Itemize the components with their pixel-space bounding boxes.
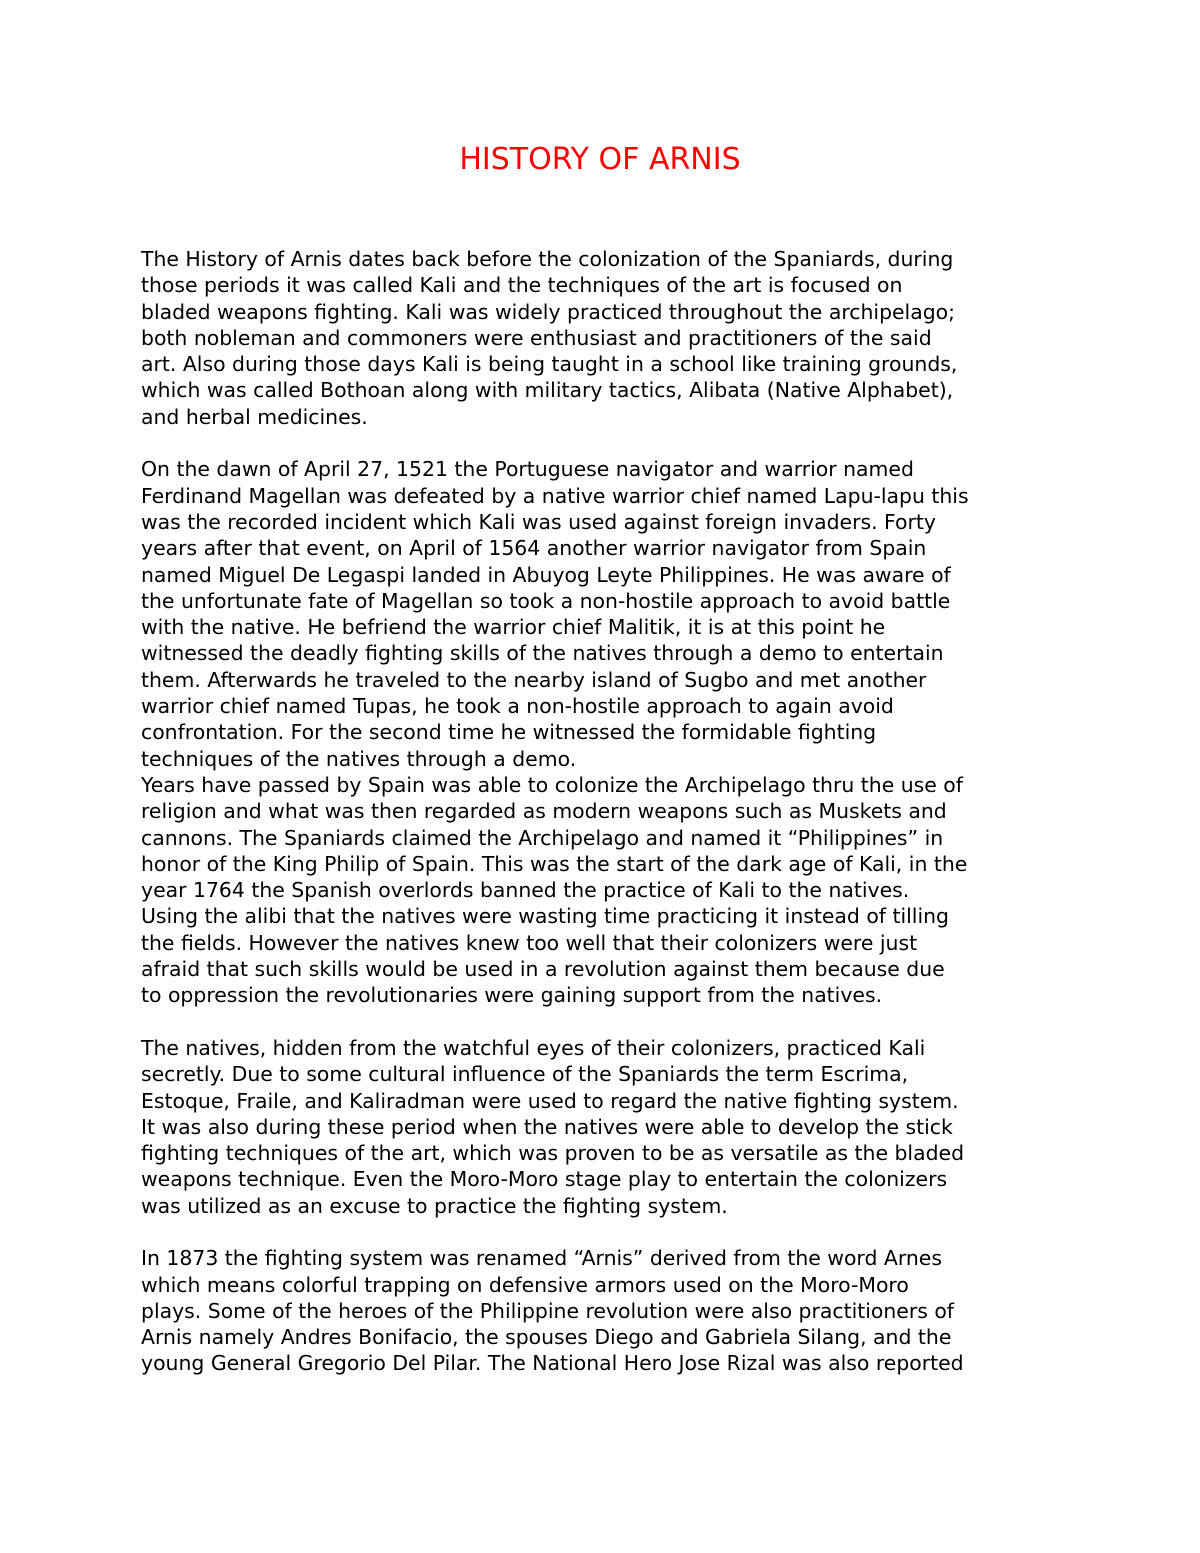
document-body <box>141 246 1071 1377</box>
page-title: HISTORY OF ARNIS <box>459 142 741 177</box>
text-line: It was also during these period when the natives were able to develop the stick <box>141 1114 953 1139</box>
text-line: weapons technique. Even the Moro-Moro stage play to entertain the colonizers <box>141 1167 948 1192</box>
text-line: years after that event, on April of 1564 another warrior navigator from Spain <box>141 536 927 561</box>
text-line: warrior chief named Tupas, he took a non-hostile approach to again avoid <box>141 694 894 719</box>
text-line: Ferdinand Magellan was defeated by a native warrior chief named Lapu-lapu this <box>141 483 969 508</box>
text-line: confrontation. For the second time he witnessed the formidable fighting <box>141 720 877 745</box>
text-line: which was called Bothoan along with military tactics, Alibata (Native Alphabet), <box>141 378 954 403</box>
text-line: both nobleman and commoners were enthusiast and practitioners of the said <box>141 325 932 350</box>
text-line: honor of the King Philip of Spain. This was the start of the dark age of Kali, in the <box>141 851 968 876</box>
text-line: was utilized as an excuse to practice the fighting system. <box>141 1193 728 1218</box>
text-line: the unfortunate fate of Magellan so took a non-hostile approach to avoid battle <box>141 588 951 613</box>
text-line: religion and what was then regarded as modern weapons such as Muskets and <box>141 799 947 824</box>
text-line: fighting techniques of the art, which was proven to be as versatile as the bladed <box>141 1141 965 1166</box>
text-line: The History of Arnis dates back before the colonization of the Spaniards, during <box>141 247 954 271</box>
text-line: was the recorded incident which Kali was used against foreign invaders. Forty <box>141 509 936 534</box>
text-line: On the dawn of April 27, 1521 the Portuguese navigator and warrior named <box>141 457 914 482</box>
text-line: afraid that such skills would be used in a revolution against them because due <box>141 957 945 982</box>
text-line: year 1764 the Spanish overlords banned the practice of Kali to the natives. <box>141 878 910 903</box>
text-line: the fields. However the natives knew too well that their colonizers were just <box>141 930 918 955</box>
text-line: which means colorful trapping on defensive armors used on the Moro-Moro <box>141 1272 909 1297</box>
paragraph-1 <box>141 246 1071 430</box>
text-line: with the native. He befriend the warrior chief Malitik, it is at this point he <box>141 615 886 640</box>
text-line: In 1873 the fighting system was renamed “Arnis” derived from the word Arnes <box>141 1246 942 1271</box>
text-line: Arnis namely Andres Bonifacio, the spouses Diego and Gabriela Silang, and the <box>141 1325 952 1350</box>
text-line: The natives, hidden from the watchful eyes of their colonizers, practiced Kali <box>141 1035 926 1060</box>
text-line: Years have passed by Spain was able to colonize the Archipelago thru the use of <box>141 772 963 797</box>
paragraph-5 <box>141 1245 1071 1376</box>
text-line: techniques of the natives through a demo. <box>141 746 577 771</box>
text-line: cannons. The Spaniards claimed the Archipelago and named it “Philippines” in <box>141 825 944 850</box>
text-line: those periods it was called Kali and the techniques of the art is focused on <box>141 273 903 298</box>
text-line: bladed weapons fighting. Kali was widely practiced throughout the archipelago; <box>141 299 956 324</box>
paragraph-2 <box>141 456 1071 772</box>
paragraph-4 <box>141 1035 1071 1219</box>
text-line: them. Afterwards he traveled to the nearby island of Sugbo and met another <box>141 667 927 692</box>
text-line: and herbal medicines. <box>141 404 368 429</box>
text-line: plays. Some of the heroes of the Philippine revolution were also practitioners of <box>141 1298 954 1323</box>
text-line: art. Also during those days Kali is being taught in a school like training grounds, <box>141 352 958 377</box>
paragraph-spacer <box>141 430 1071 456</box>
text-line: young General Gregorio Del Pilar. The National Hero Jose Rizal was also reported <box>141 1351 964 1376</box>
text-line: Using the alibi that the natives were wasting time practicing it instead of tilling <box>141 904 949 929</box>
text-line: to oppression the revolutionaries were gaining support from the natives. <box>141 983 883 1008</box>
paragraph-3 <box>141 772 1071 1009</box>
text-line: secretly. Due to some cultural influence of the Spaniards the term Escrima, <box>141 1062 909 1087</box>
paragraph-spacer <box>141 1219 1071 1245</box>
text-line: Estoque, Fraile, and Kaliradman were used to regard the native fighting system. <box>141 1088 959 1113</box>
paragraph-spacer <box>141 1009 1071 1035</box>
text-line: witnessed the deadly fighting skills of the natives through a demo to entertain <box>141 641 944 666</box>
text-line: named Miguel De Legaspi landed in Abuyog Leyte Philippines. He was aware of <box>141 562 951 587</box>
